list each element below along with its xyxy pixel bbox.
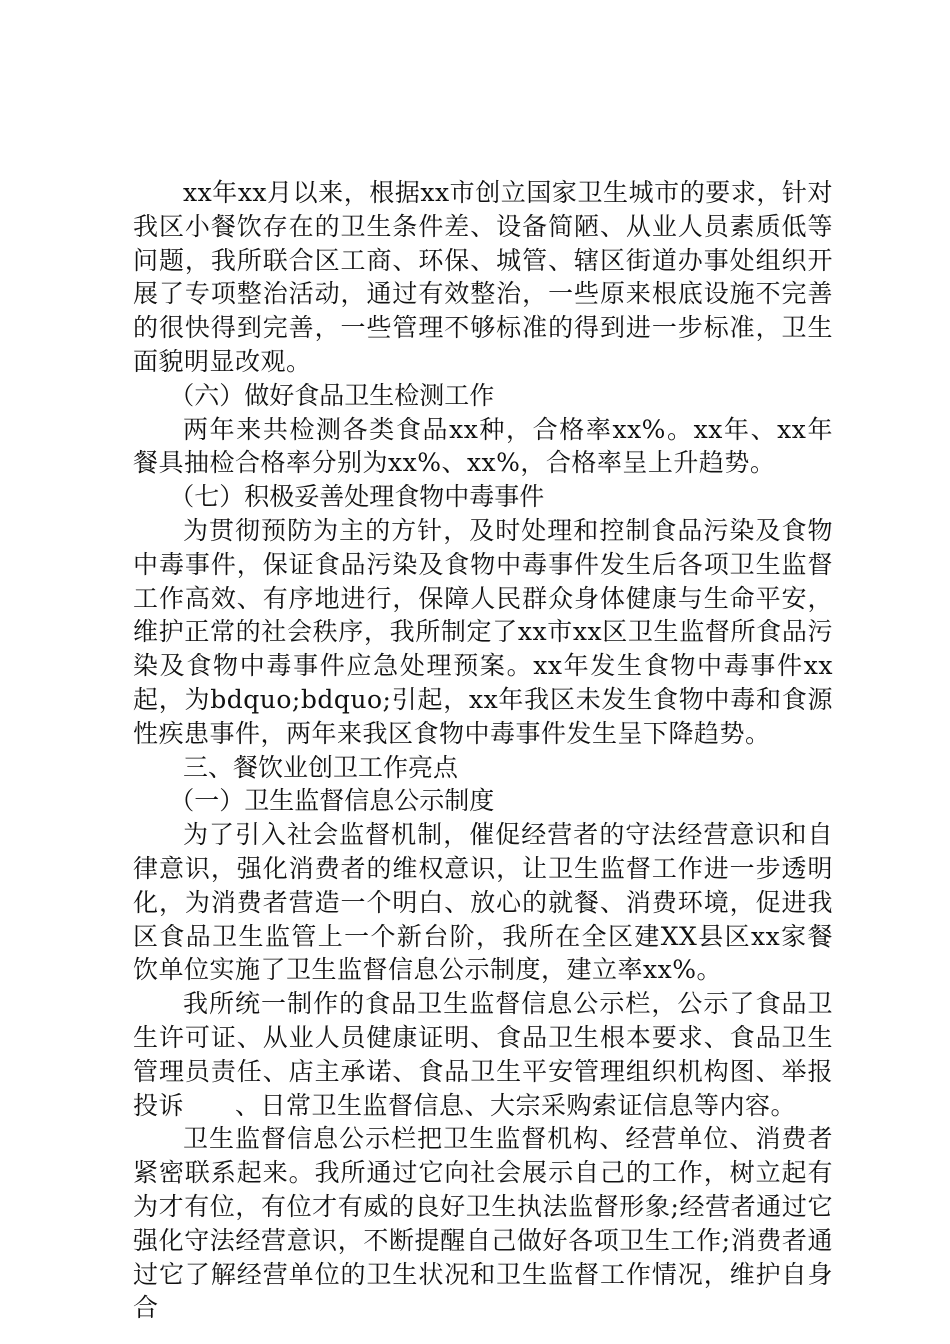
heading-section-highlights: 三、餐饮业创卫工作亮点 — [183, 752, 459, 782]
paragraph-rectification: xx年xx月以来，根据xx市创立国家卫生城市的要求，针对我区小餐饮存在的卫生条件差、设备简陋、从业人员素质低等问题，我所联合区工商、环保、城管、辖区街道办事处组织开展了专项整治活动，通过有效整治，一些原来根底设施不完善的很快得到完善，一些管理不够标准的得到进一步标准，卫生面貌明显改观。 — [133, 178, 833, 376]
heading-info-disclosure: （一）卫生监督信息公示制度 — [169, 786, 495, 816]
paragraph-food-poisoning: 为贯彻预防为主的方针，及时处理和控制食品污染及食物中毒事件，保证食品污染及食物中毒事件发生后各项卫生监督工作高效、有序地进行，保障人民群众身体健康与生命平安，维护正常的社会秩序，我所制定了xx市xx区卫生监督所食品污染及食物中毒事件应急处理预案。xx年发生食物中毒事件xx起，为bdquo;bdquo;引起，xx年我区未发生食物中毒和食源性疾患事件，两年来我区食物中毒事件发生呈下降趋势。 — [133, 515, 833, 748]
paragraph-disclosure-effect: 卫生监督信息公示栏把卫生监督机构、经营单位、消费者紧密联系起来。我所通过它向社会展示自己的工作，树立起有为才有位，有位才有威的良好卫生执法监督形象;经营者通过它强化守法经营意识，不断提醒自己做好各项卫生工作;消费者通过它了解经营单位的卫生状况和卫生监督工作情况，维护自身合 — [133, 1124, 833, 1323]
paragraph-food-testing: 两年来共检测各类食品xx种，合格率xx%。xx年、xx年餐具抽检合格率分别为xx%、xx%，合格率呈上升趋势。 — [133, 414, 833, 478]
heading-food-poisoning: （七）积极妥善处理食物中毒事件 — [169, 482, 545, 512]
document-body — [133, 176, 833, 1325]
paragraph-info-disclosure: 为了引入社会监督机制，催促经营者的守法经营意识和自律意识，强化消费者的维权意识，让卫生监督工作进一步透明化，为消费者营造一个明白、放心的就餐、消费环境，促进我区食品卫生监管上一个新台阶，我所在全区建XX县区xx家餐饮单位实施了卫生监督信息公示制度，建立率xx%。 — [133, 820, 833, 985]
heading-food-testing: （六）做好食品卫生检测工作 — [169, 380, 495, 410]
paragraph-disclosure-board: 我所统一制作的食品卫生监督信息公示栏，公示了食品卫生许可证、从业人员健康证明、食品卫生根本要求、食品卫生管理员责任、店主承诺、食品卫生平安管理组织机构图、举报投诉 、日常卫生监督信息、大宗采购索证信息等内容。 — [133, 989, 833, 1120]
